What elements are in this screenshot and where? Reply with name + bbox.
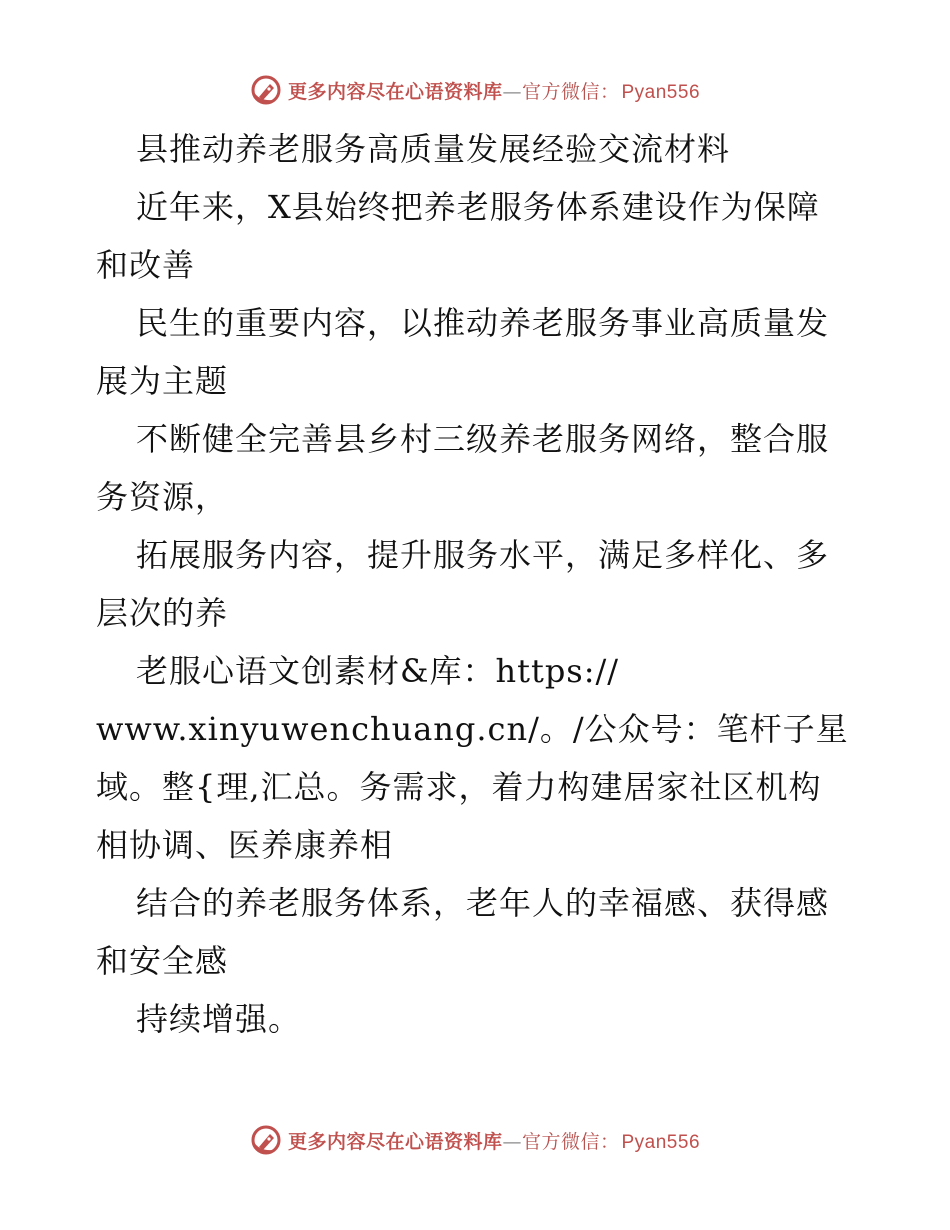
pen-nib-logo-icon: [250, 1124, 282, 1156]
banner-separator: —: [502, 80, 522, 103]
text-line: 和改善: [96, 246, 196, 284]
text-line: 拓展服务内容，提升服务水平，满足多样化、多: [136, 536, 830, 574]
text-line: 务资源，: [96, 478, 229, 516]
banner-wechat-id: Pyan556: [621, 81, 701, 103]
text-line: 民生的重要内容，以推动养老服务事业高质量发: [136, 304, 830, 342]
text-line: 展为主题: [96, 362, 229, 400]
banner-wechat-label: 官方微信：: [521, 1130, 620, 1153]
text-line: 和安全感: [96, 942, 229, 980]
banner-main-text: 更多内容尽在心语资料库: [287, 1130, 503, 1153]
text-line: 老服心语文创素材&库：https://: [136, 652, 620, 690]
text-line: 层次的养: [96, 594, 229, 632]
text-line: 域。整{理,汇总。务需求，着力构建居家社区机构: [96, 768, 822, 806]
text-line: 不断健全完善县乡村三级养老服务网络，整合服: [136, 420, 830, 458]
banner-separator: —: [502, 1130, 522, 1153]
text-line: 相协调、医养康养相: [96, 826, 394, 864]
document-title: 县推动养老服务高质量发展经验交流材料: [136, 130, 731, 168]
text-line: 近年来，X县始终把养老服务体系建设作为保障: [136, 188, 820, 226]
banner-wechat-label: 官方微信：: [521, 80, 620, 103]
text-line: www.xinyuwenchuang.cn/。/公众号：笔杆子星: [96, 710, 849, 748]
text-line: 持续增强。: [136, 1000, 302, 1038]
footer-banner: [0, 1120, 950, 1160]
banner-main-text: 更多内容尽在心语资料库: [287, 80, 503, 103]
header-banner: [0, 70, 950, 110]
banner-wechat-id: Pyan556: [621, 1131, 701, 1153]
document-body: [96, 120, 856, 1048]
text-line: 结合的养老服务体系，老年人的幸福感、获得感: [136, 884, 830, 922]
pen-nib-logo-icon: [250, 74, 282, 106]
